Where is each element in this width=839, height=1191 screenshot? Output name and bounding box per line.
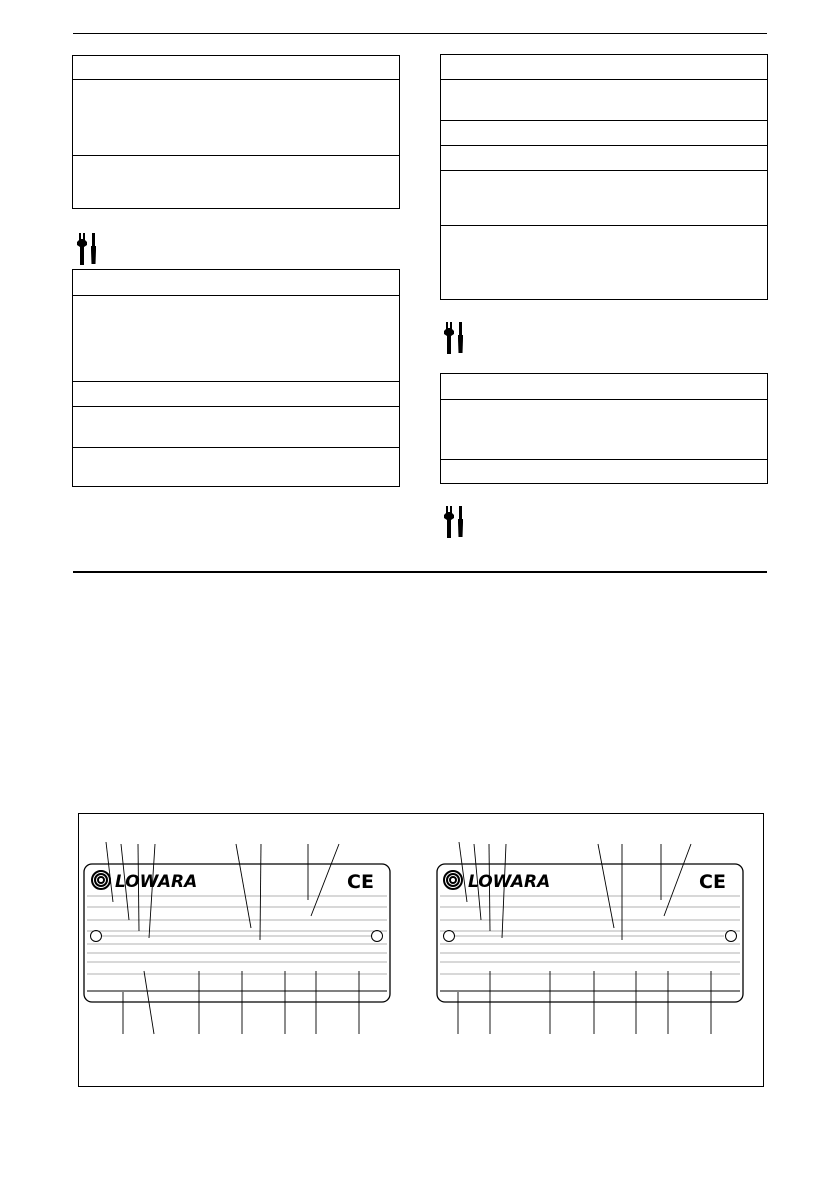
left-table-2 [72, 269, 400, 487]
lowara-logo-icon [444, 871, 462, 889]
nameplate-brand: LOWARA [115, 872, 198, 892]
table-row [441, 225, 767, 299]
table-row [441, 79, 767, 120]
tools-icon [443, 322, 467, 359]
tools-icon [443, 506, 467, 543]
nameplates-drawing [79, 814, 765, 1088]
table-row [73, 79, 399, 155]
table-row [441, 170, 767, 225]
table-row [73, 406, 399, 447]
lowara-logo-icon [92, 871, 110, 889]
tools-icon [76, 233, 100, 270]
nameplate-brand: LOWARA [468, 872, 551, 892]
right-table-1 [440, 54, 768, 300]
table-row [73, 270, 399, 295]
table-row [73, 295, 399, 381]
table-row [73, 155, 399, 208]
top-rule [73, 33, 767, 34]
ce-mark: CE [347, 871, 374, 893]
table-row [441, 399, 767, 459]
ce-mark: CE [699, 871, 726, 893]
table-row [73, 56, 399, 79]
left-table-1 [72, 55, 400, 209]
table-row [441, 145, 767, 170]
table-row [441, 374, 767, 399]
nameplate-left [84, 842, 390, 1034]
table-row [441, 55, 767, 79]
table-row [73, 381, 399, 406]
nameplate-right [437, 842, 743, 1034]
table-row [441, 459, 767, 483]
nameplate-figure [78, 813, 764, 1087]
table-row [441, 120, 767, 145]
right-table-2 [440, 373, 768, 484]
table-row [73, 447, 399, 486]
section-rule [73, 571, 767, 573]
